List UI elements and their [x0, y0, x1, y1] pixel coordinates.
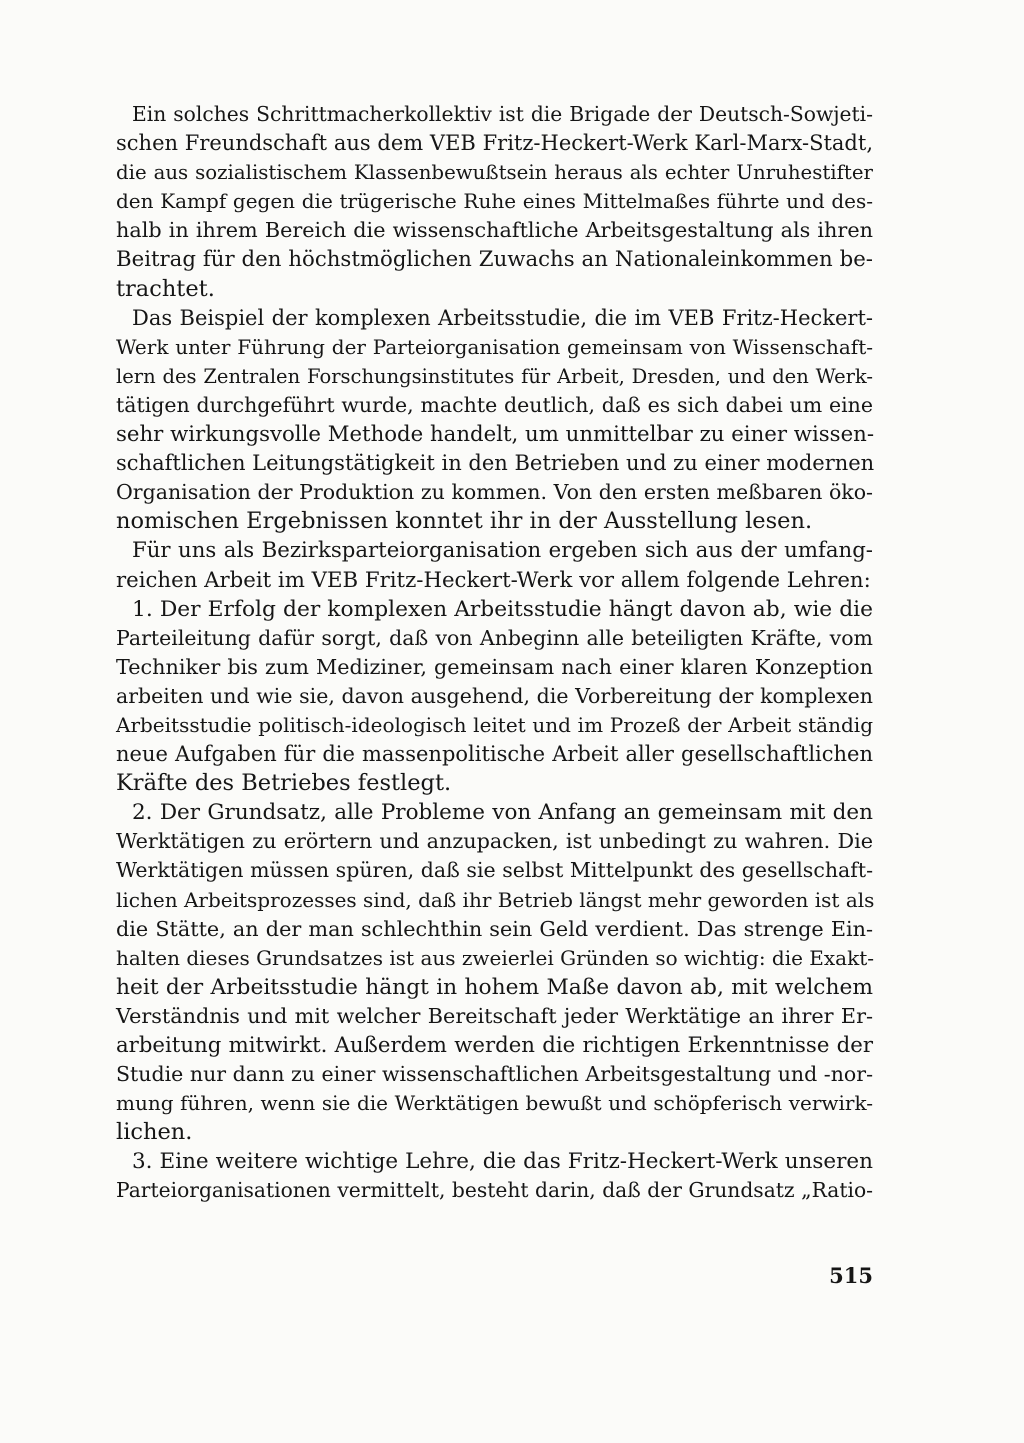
- page-number: 515: [829, 1263, 873, 1288]
- text-line: Organisation der Produktion zu kommen. Von den ersten meßbaren öko-: [116, 480, 873, 505]
- body-text: [116, 100, 873, 1206]
- text-line: Das Beispiel der komplexen Arbeitsstudie, die im VEB Fritz-Heckert-: [132, 305, 873, 330]
- text-line: trachtet.: [116, 275, 215, 302]
- text-line: schaftlichen Leitungstätigkeit in den Betrieben und zu einer modernen: [116, 451, 875, 476]
- text-line: Werk unter Führung der Parteiorganisation gemeinsam von Wissenschaft-: [116, 334, 873, 359]
- text-line: heit der Arbeitsstudie hängt in hohem Maße davon ab, mit welchem: [116, 974, 873, 1000]
- text-line: halten dieses Grundsatzes ist aus zweierlei Gründen so wichtig: die Exakt-: [116, 945, 875, 970]
- text-line: 2. Der Grundsatz, alle Probleme von Anfang an gemeinsam mit den: [132, 800, 873, 826]
- text-line: Beitrag für den höchstmöglichen Zuwachs an Nationaleinkommen be-: [116, 247, 873, 273]
- text-line: den Kampf gegen die trügerische Ruhe eines Mittelmaßes führte und des-: [116, 189, 873, 214]
- text-line: arbeitung mitwirkt. Außerdem werden die richtigen Erkenntnisse der: [116, 1033, 873, 1058]
- text-line: Techniker bis zum Mediziner, gemeinsam nach einer klaren Konzeption: [116, 654, 873, 679]
- text-line: halb in ihrem Bereich die wissenschaftliche Arbeitsgestaltung als ihren: [116, 218, 873, 243]
- text-line: arbeiten und wie sie, davon ausgehend, die Vorbereitung der komplexen: [116, 683, 873, 708]
- text-line: die aus sozialistischem Klassenbewußtsein heraus als echter Unruhestifter: [116, 161, 873, 185]
- text-line: reichen Arbeit im VEB Fritz-Heckert-Werk vor allem folgende Lehren:: [116, 567, 871, 593]
- text-line: neue Aufgaben für die massenpolitische Arbeit aller gesellschaftlichen: [116, 742, 873, 767]
- text-line: Für uns als Bezirksparteiorganisation ergeben sich aus der umfang-: [132, 538, 873, 564]
- text-line: 3. Eine weitere wichtige Lehre, die das Fritz-Heckert-Werk unseren: [132, 1149, 873, 1175]
- text-line: Arbeitsstudie politisch-ideologisch leitet und im Prozeß der Arbeit ständig: [116, 712, 873, 737]
- text-line: tätigen durchgeführt wurde, machte deutlich, daß es sich dabei um eine: [116, 392, 873, 417]
- text-line: schen Freundschaft aus dem VEB Fritz-Heckert-Werk Karl-Marx-Stadt,: [116, 131, 873, 156]
- text-line: Werktätigen müssen spüren, daß sie selbst Mittelpunkt des gesellschaft-: [116, 858, 873, 883]
- text-line: die Stätte, an der man schlechthin sein Geld verdient. Das strenge Ein-: [116, 916, 873, 941]
- text-line: Verständnis und mit welcher Bereitschaft jeder Werktätige an ihrer Er-: [116, 1003, 873, 1028]
- text-line: lichen.: [116, 1119, 193, 1146]
- text-line: Studie nur dann zu einer wissenschaftlichen Arbeitsgestaltung und -nor-: [116, 1062, 873, 1087]
- text-line: Parteiorganisationen vermittelt, besteht darin, daß der Grundsatz „Ratio-: [116, 1178, 873, 1203]
- text-line: Werktätigen zu erörtern und anzupacken, ist unbedingt zu wahren. Die: [116, 829, 873, 854]
- text-line: mung führen, wenn sie die Werktätigen bewußt und schöpferisch verwirk-: [116, 1091, 873, 1116]
- text-line: Parteileitung dafür sorgt, daß von Anbeginn alle beteiligten Kräfte, vom: [116, 625, 873, 650]
- text-line: 1. Der Erfolg der komplexen Arbeitsstudie hängt davon ab, wie die: [132, 596, 873, 622]
- text-line: lern des Zentralen Forschungsinstitutes für Arbeit, Dresden, und den Werk-: [116, 364, 873, 388]
- text-line: nomischen Ergebnissen konntet ihr in der Ausstellung lesen.: [116, 508, 813, 535]
- text-line: Ein solches Schrittmacherkollektiv ist die Brigade der Deutsch-Sowjeti-: [132, 102, 873, 126]
- text-line: sehr wirkungsvolle Methode handelt, um unmittelbar zu einer wissen-: [116, 422, 875, 448]
- text-line: lichen Arbeitsprozesses sind, daß ihr Betrieb längst mehr geworden ist als: [116, 887, 875, 912]
- text-line: Kräfte des Betriebes festlegt.: [116, 770, 452, 797]
